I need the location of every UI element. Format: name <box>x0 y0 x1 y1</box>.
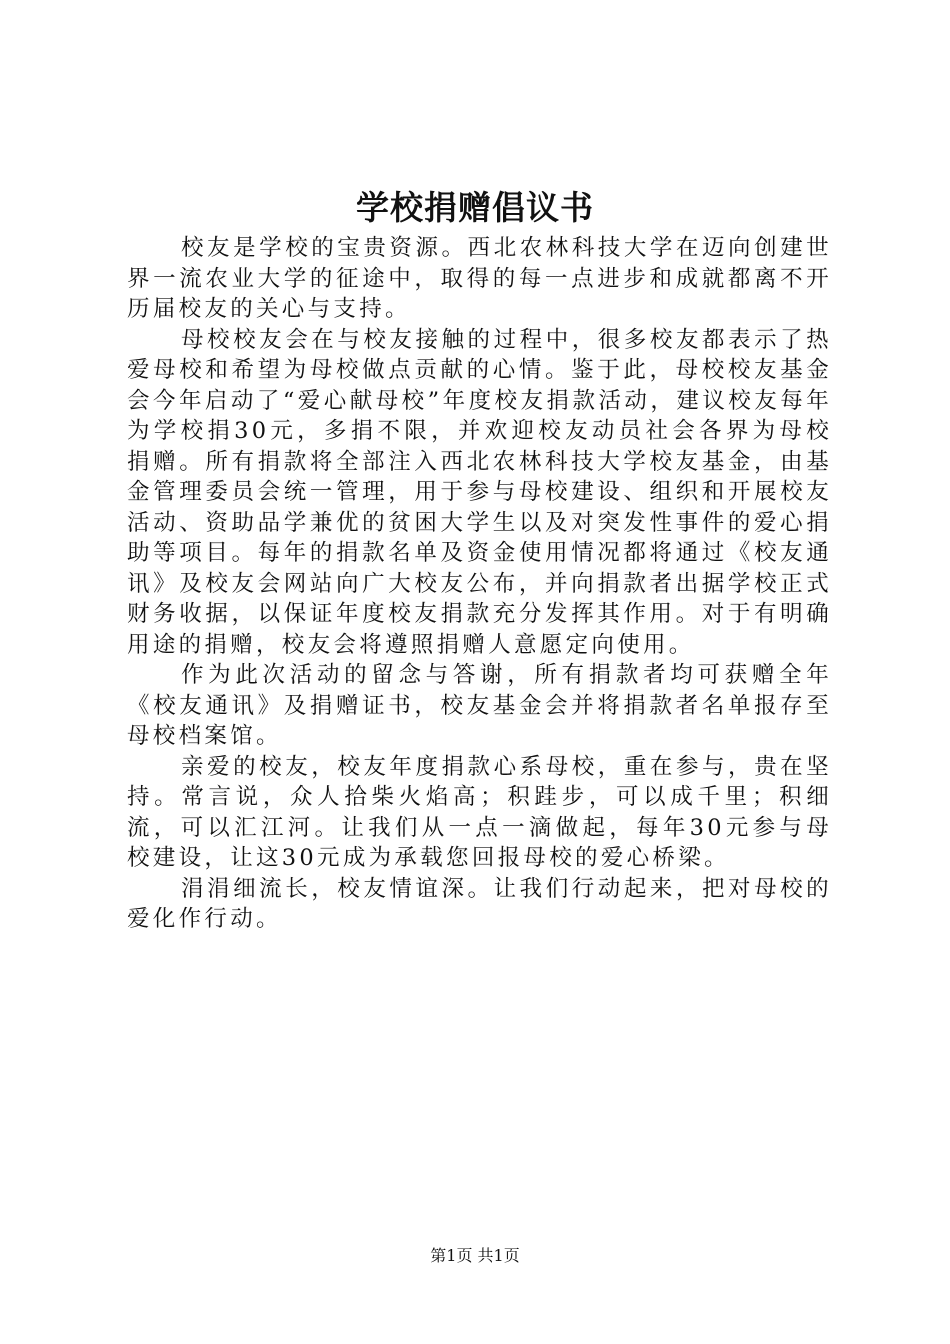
paragraph-5: 涓涓细流长，校友情谊深。让我们行动起来，把对母校的爱化作行动。 <box>127 875 832 932</box>
page-number-footer: 第1页 共1页 <box>430 1246 520 1265</box>
paragraph-1: 校友是学校的宝贵资源。西北农林科技大学在迈向创建世界一流农业大学的征途中，取得的每一点进步和成就都离不开历届校友的关心与支持。 <box>127 235 832 322</box>
paragraph-2: 母校校友会在与校友接触的过程中，很多校友都表示了热爱母校和希望为母校做点贡献的心情。鉴于此，母校校友基金会今年启动了“爱心献母校”年度校友捐款活动，建议校友每年为学校捐30元，多捐不限，并欢迎校友动员社会各界为母校捐赠。所有捐款将全部注入西北农林科技大学校友基金，由基金管理委员会统一管理，用于参与母校建设、组织和开展校友活动、资助品学兼优的贫困大学生以及对突发性事件的爱心捐助等项目。每年的捐款名单及资金使用情况都将通过《校友通讯》及校友会网站向广大校友公布，并向捐款者出据学校正式财务收据，以保证年度校友捐款充分发挥其作用。对于有明确用途的捐赠，校友会将遵照捐赠人意愿定向使用。 <box>127 326 832 658</box>
document-title: 学校捐赠倡议书 <box>356 188 594 227</box>
paragraph-3: 作为此次活动的留念与答谢，所有捐款者均可获赠全年《校友通讯》及捐赠证书，校友基金会并将捐款者名单报存至母校档案馆。 <box>127 662 832 749</box>
paragraph-4: 亲爱的校友，校友年度捐款心系母校，重在参与，贵在坚持。常言说，众人拾柴火焰高；积跬步，可以成千里；积细流，可以汇江河。让我们从一点一滴做起，每年30元参与母校建设，让这30元成为承载您回报母校的爱心桥梁。 <box>127 753 832 871</box>
document-body <box>127 233 832 935</box>
